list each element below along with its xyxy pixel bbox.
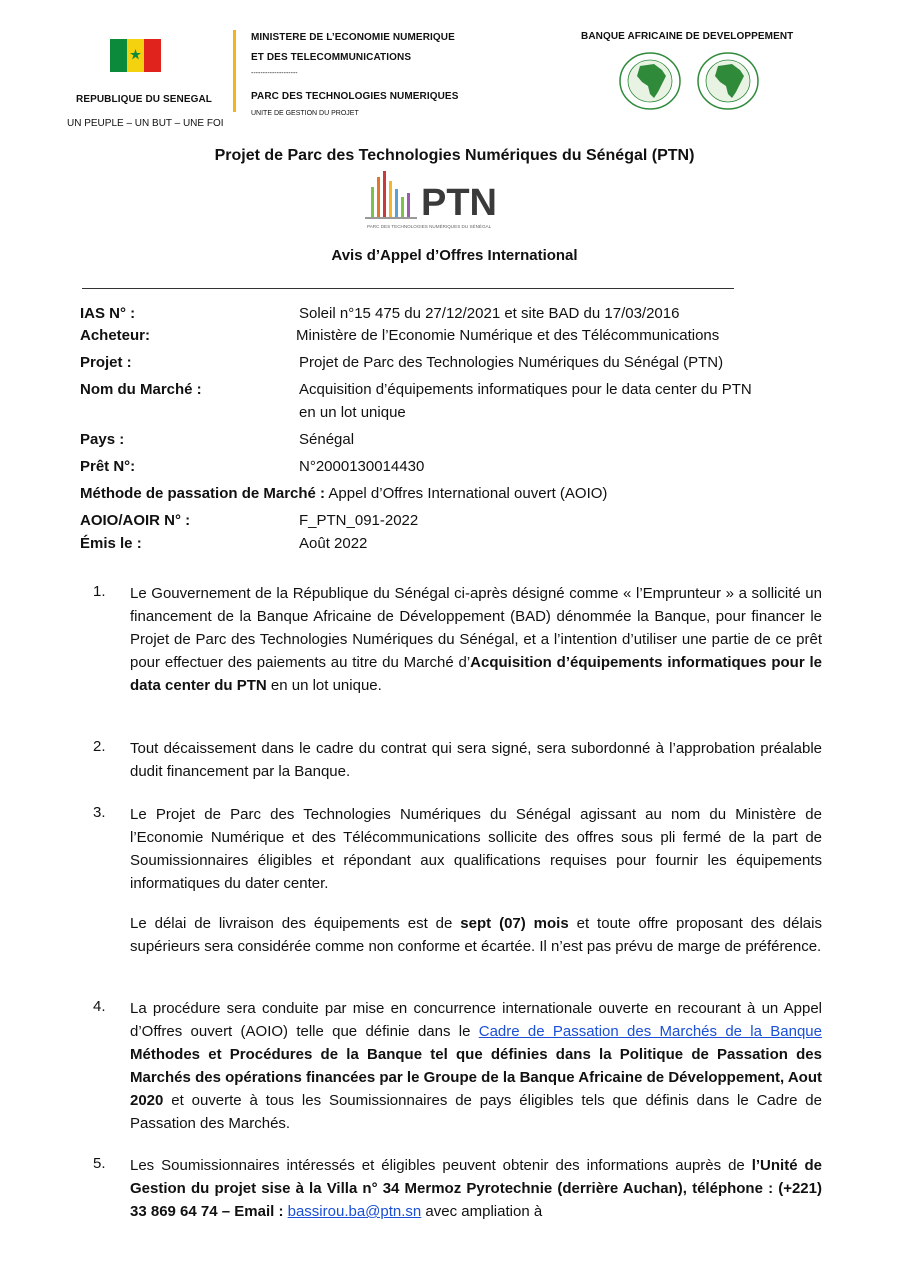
acheteur-value: Ministère de l’Economie Numérique et des Télécommunications bbox=[296, 327, 720, 344]
park-name: PARC DES TECHNOLOGIES NUMERIQUES bbox=[251, 91, 459, 102]
emis-label: Émis le : bbox=[80, 535, 142, 552]
email-link[interactable]: bassirou.ba@ptn.sn bbox=[287, 1203, 422, 1220]
pret-label: Prêt N°: bbox=[80, 458, 136, 475]
methode-row bbox=[80, 485, 607, 502]
country-motto: UN PEUPLE – UN BUT – UNE FOI bbox=[67, 118, 224, 129]
paragraph-2-number: 2. bbox=[93, 738, 106, 755]
projet-label: Projet : bbox=[80, 354, 132, 371]
paragraph-4-number: 4. bbox=[93, 998, 106, 1015]
methode-value: Appel d’Offres International ouvert (AOIO) bbox=[328, 485, 608, 502]
header-separator: -------------------- bbox=[251, 70, 298, 77]
ptn-logo-text: PTN bbox=[421, 182, 497, 224]
paragraph-1-text: Le Gouvernement de la République du Sénégal ci-après désigné comme « l’Emprunteur » a sollicité un financement de la Banque Africaine de Développement (BAD) dénommée la Banque, pour financer le Projet de Parc des Technologies Numériques du Sénégal, et a l’intention d’utiliser une partie de ce prêt pour effectuer des paiements au titre du Marché d’ bbox=[130, 585, 822, 671]
pret-value: N°2000130014430 bbox=[299, 458, 425, 475]
paragraph-4-bold: Méthodes et Procédures de la Banque tel que définies dans la Politique de Passation des Marchés des opérations financées par le Groupe de la Banque Africaine de Développement, Aout 2020 bbox=[130, 1046, 822, 1109]
paragraph-1-bold: Acquisition d’équipements informatiques pour le data center du PTN bbox=[130, 654, 822, 694]
marche-label: Nom du Marché : bbox=[80, 381, 202, 398]
paragraph-3b bbox=[130, 912, 822, 958]
paragraph-5-bold: l’Unité de Gestion du projet sise à la Villa n° 34 Mermoz Pyrotechnie (derrière Auchan), téléphone : (+221) 33 869 64 74 – Email : bbox=[130, 1157, 823, 1220]
paragraph-2: Tout décaissement dans le cadre du contrat qui sera signé, sera subordonné à l’approbation préalable dudit financement par la Banque. bbox=[130, 740, 822, 780]
aoio-value: F_PTN_091-2022 bbox=[299, 512, 419, 529]
paragraph-3: Le Projet de Parc des Technologies Numériques du Sénégal agissant au nom du Ministère de l’Economie Numérique et des Télécommunications sollicite des offres sous pli fermé de la part de Soumissionnaires éligibles et répondant aux qualifications requises pour fournir les équipements informatiques du dater center. bbox=[130, 806, 822, 892]
emis-value: Août 2022 bbox=[299, 535, 368, 552]
methode-label: Méthode de passation de Marché : bbox=[80, 485, 326, 502]
paragraph-5-text: Les Soumissionnaires intéressés et éligibles peuvent obtenir des informations auprès de bbox=[130, 1157, 752, 1174]
pays-value: Sénégal bbox=[299, 431, 355, 448]
header-divider bbox=[233, 30, 236, 112]
projet-value: Projet de Parc des Technologies Numériques du Sénégal (PTN) bbox=[299, 354, 724, 371]
marche-value-line-2: en un lot unique bbox=[299, 404, 406, 421]
procurement-framework-link[interactable]: Cadre de Passation des Marchés de la Banque bbox=[478, 1023, 822, 1040]
aoio-label: AOIO/AOIR N° : bbox=[80, 512, 191, 529]
paragraph-3b-end: et toute offre proposant des délais supérieurs sera considérée comme non conforme et écartée. Il n’est pas prévu de marge de préférence. bbox=[130, 915, 822, 955]
project-title: Projet de Parc des Technologies Numériques du Sénégal (PTN) bbox=[214, 147, 695, 164]
paragraph-1-number: 1. bbox=[93, 583, 106, 600]
paragraph-3b-bold: sept (07) mois bbox=[460, 915, 569, 932]
ptn-logo-subtitle: PARC DES TECHNOLOGIES NUMÉRIQUES DU SÉNÉGAL bbox=[367, 224, 492, 229]
paragraph-3b-text: Le délai de livraison des équipements est de bbox=[130, 915, 461, 932]
paragraph-1-end: en un lot unique. bbox=[266, 677, 382, 694]
paragraph-1 bbox=[130, 582, 822, 697]
paragraph-4-text: La procédure sera conduite par mise en concurrence internationale ouverte en recourant à un Appel d’Offres ouvert (AOIO) telle que définie dans le bbox=[130, 1000, 822, 1040]
afdb-logo bbox=[610, 50, 772, 112]
title-rule bbox=[82, 288, 734, 289]
paragraph-3-number: 3. bbox=[93, 804, 106, 821]
pays-label: Pays : bbox=[80, 431, 125, 448]
ministry-line-2: ET DES TELECOMMUNICATIONS bbox=[251, 52, 412, 63]
ptn-logo bbox=[365, 167, 545, 231]
bank-name: BANQUE AFRICAINE DE DEVELOPPEMENT bbox=[581, 31, 794, 42]
paragraph-4 bbox=[130, 997, 822, 1135]
paragraph-5 bbox=[130, 1154, 822, 1223]
ias-value: Soleil n°15 475 du 27/12/2021 et site BAD du 17/03/2016 bbox=[299, 305, 680, 322]
paragraph-4-end: et ouverte à tous les Soumissionnaires de pays éligibles tels que définis dans le Cadre de Passation des Marchés. bbox=[130, 1092, 822, 1132]
project-unit: UNITE DE GESTION DU PROJET bbox=[251, 110, 359, 117]
ias-label: IAS N° : bbox=[80, 305, 136, 322]
notice-title: Avis d’Appel d’Offres International bbox=[331, 247, 578, 264]
marche-value-line-1: Acquisition d’équipements informatiques pour le data center du PTN bbox=[299, 381, 752, 398]
paragraph-5-end: avec ampliation à bbox=[421, 1203, 543, 1220]
ministry-line-1: MINISTERE DE L’ECONOMIE NUMERIQUE bbox=[251, 32, 455, 43]
paragraph-5-number: 5. bbox=[93, 1155, 106, 1172]
country-name: REPUBLIQUE DU SENEGAL bbox=[76, 94, 213, 105]
acheteur-label: Acheteur: bbox=[80, 327, 151, 344]
senegal-flag bbox=[110, 39, 161, 72]
